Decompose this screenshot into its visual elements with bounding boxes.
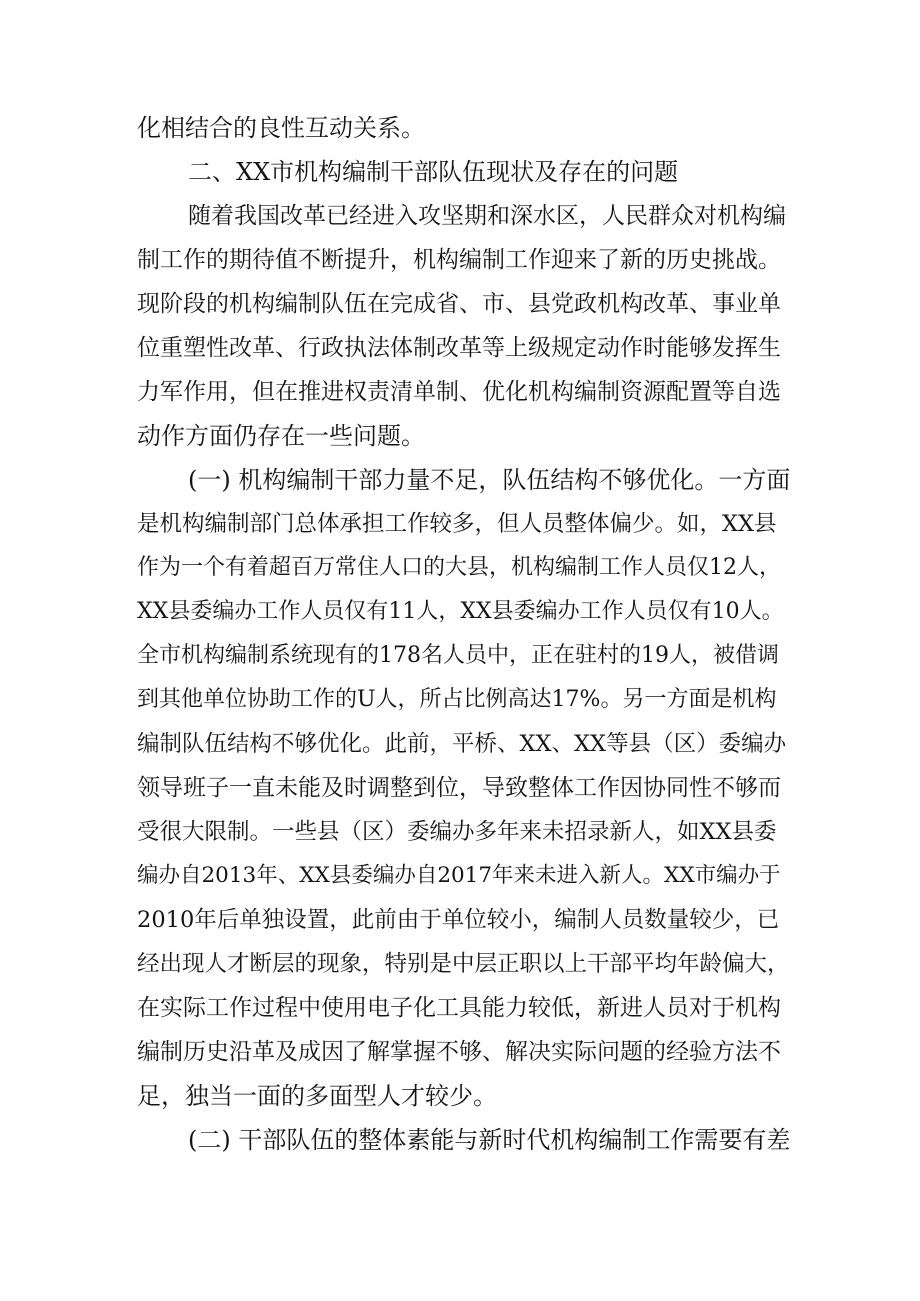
line-text: 编制队伍结构不够优化。此前，平桥、XX、XX等县（区）委编办 [137, 731, 787, 757]
text-line [0, 548, 920, 588]
line-text: 位重塑性改革、行政执法体制改革等上级规定动作时能够发挥生 [137, 335, 781, 361]
line-text: 制工作的期待值不断提升，机构编制工作迎来了新的历史挑战。 [137, 247, 781, 273]
text-line [0, 284, 920, 324]
line-text: 编办自2013年、XX县委编办自2017年来未进入新人。XX市编办于 [137, 863, 781, 888]
line-text: 足，独当一面的多面型人才较少。 [137, 1082, 497, 1110]
line-text: 全市机构编制系统现有的178名人员中，正在驻村的19人，被借调 [137, 643, 779, 668]
text-line [0, 680, 920, 720]
subheading-text: (一) 机构编制干部力量不足，队伍结构不够优化。一方面 [188, 466, 791, 494]
subsection-heading [0, 1120, 920, 1160]
heading-text: 二、XX市机构编制干部队伍现状及存在的问题 [188, 158, 679, 186]
line-text: 受很大限制。一些县（区）委编办多年来未招录新人，如XX县委 [137, 819, 777, 845]
line-text: 动作方面仍存在一些问题。 [137, 422, 425, 450]
text-line [0, 900, 920, 940]
text-line [0, 416, 920, 456]
line-text: 力军作用，但在推进权责清单制、优化机构编制资源配置等自选 [137, 379, 781, 405]
text-line [0, 1032, 920, 1072]
line-text: 到其他单位协助工作的U人，所占比例高达17%。另一方面是机构 [137, 687, 777, 712]
text-line [0, 240, 920, 280]
text-line [0, 372, 920, 412]
text-line [0, 812, 920, 852]
line-text: 化相结合的良性互动关系。 [137, 114, 425, 142]
line-text: 是机构编制部门总体承担工作较多，但人员整体偏少。如，XX县 [137, 511, 777, 537]
text-line [0, 196, 920, 236]
text-line [0, 724, 920, 764]
text-line [0, 636, 920, 676]
text-line [0, 1076, 920, 1116]
text-line [0, 768, 920, 808]
text-line [0, 944, 920, 984]
text-line [0, 988, 920, 1028]
line-text: XX县委编办工作人员仅有11人，XX县委编办工作人员仅有10人。 [137, 599, 784, 624]
section-heading [0, 152, 920, 192]
line-text: 经出现人才断层的现象，特别是中层正职以上干部平均年龄偏大， [137, 951, 790, 977]
line-text: 2010年后单独设置，此前由于单位较小，编制人员数量较少，已 [137, 907, 780, 933]
line-text: 随着我国改革已经进入攻坚期和深水区，人民群众对机构编 [188, 203, 786, 229]
subsection-heading [0, 460, 920, 500]
text-line [0, 592, 920, 632]
line-text: 领导班子一直未能及时调整到位，导致整体工作因协同性不够而 [137, 775, 781, 801]
text-line [0, 328, 920, 368]
line-text: 作为一个有着超百万常住人口的大县，机构编制工作人员仅12人， [137, 555, 781, 580]
text-line [0, 856, 920, 896]
text-line [0, 108, 920, 148]
line-text: 在实际工作过程中使用电子化工具能力较低，新进人员对于机构 [137, 995, 781, 1021]
line-text: 编制历史沿革及成因了解掌握不够、解决实际问题的经验方法不 [137, 1039, 781, 1065]
line-text: 现阶段的机构编制队伍在完成省、市、县党政机构改革、事业单 [137, 291, 781, 317]
subheading-text: (二) 干部队伍的整体素能与新时代机构编制工作需要有差 [188, 1126, 791, 1154]
text-line [0, 504, 920, 544]
